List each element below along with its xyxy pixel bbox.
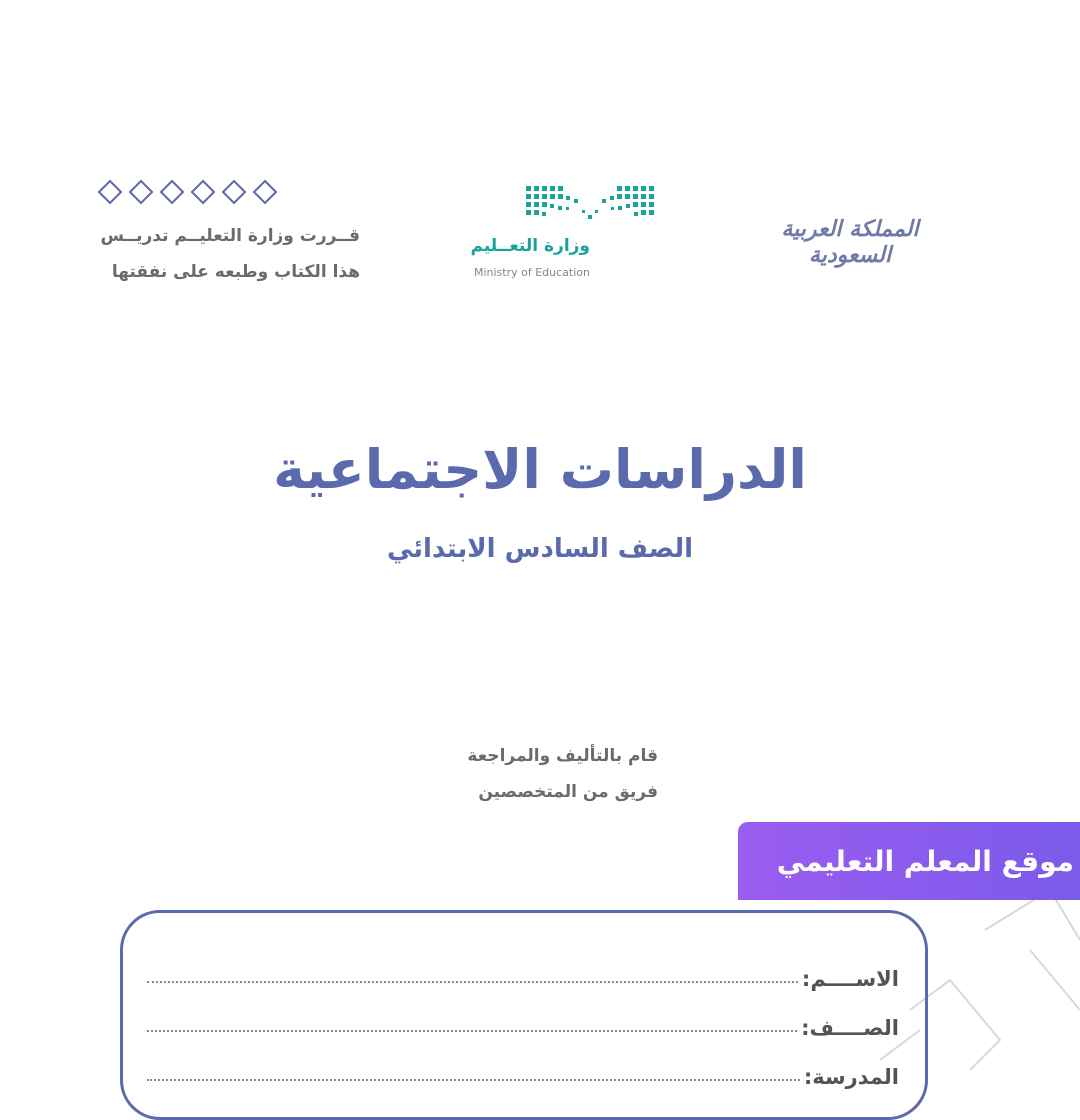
- field-row-class[interactable]: [147, 1002, 899, 1040]
- diamond-icon: [220, 178, 248, 206]
- notice-line-2: هذا الكتاب وطبعه على نفقتها: [111, 262, 360, 282]
- notice-line-1: قــررت وزارة التعليــم تدريــس: [100, 226, 360, 246]
- diamond-icon: [251, 178, 279, 206]
- authors-line-2: فريق من المتخصصين: [478, 782, 658, 802]
- badge-label: موقع المعلم التعليمي: [776, 844, 1074, 878]
- diamond-row: [96, 178, 286, 210]
- field-label-class: الصــــف:: [801, 1016, 899, 1040]
- authors-line-1: قام بالتأليف والمراجعة: [467, 746, 658, 766]
- student-info-box: [120, 910, 928, 1120]
- field-label-name: الاســــم:: [801, 967, 899, 991]
- field-line-school[interactable]: [147, 1079, 800, 1081]
- book-grade: الصف السادس الابتدائي: [386, 534, 694, 564]
- book-title: الدراسات الاجتماعية: [273, 438, 807, 501]
- teacher-site-badge[interactable]: [738, 822, 1080, 900]
- diamond-icon: [127, 178, 155, 206]
- ministry-arabic-name: وزارة التعــليم: [470, 236, 590, 256]
- authors-credit: [400, 738, 658, 810]
- field-label-school: المدرسة:: [803, 1065, 899, 1089]
- field-row-school[interactable]: [147, 1051, 899, 1089]
- kingdom-name: المملكة العربية السعودية: [781, 216, 919, 268]
- diamond-icon: [158, 178, 186, 206]
- diamond-icon: [96, 178, 124, 206]
- ministry-notice: [90, 218, 360, 290]
- diamond-icon: [189, 178, 217, 206]
- field-line-class[interactable]: [147, 1030, 797, 1032]
- ministry-english-name: Ministry of Education: [473, 266, 590, 279]
- field-line-name[interactable]: [147, 981, 798, 983]
- ministry-logo-icon: [522, 182, 658, 222]
- field-row-name[interactable]: [147, 953, 899, 991]
